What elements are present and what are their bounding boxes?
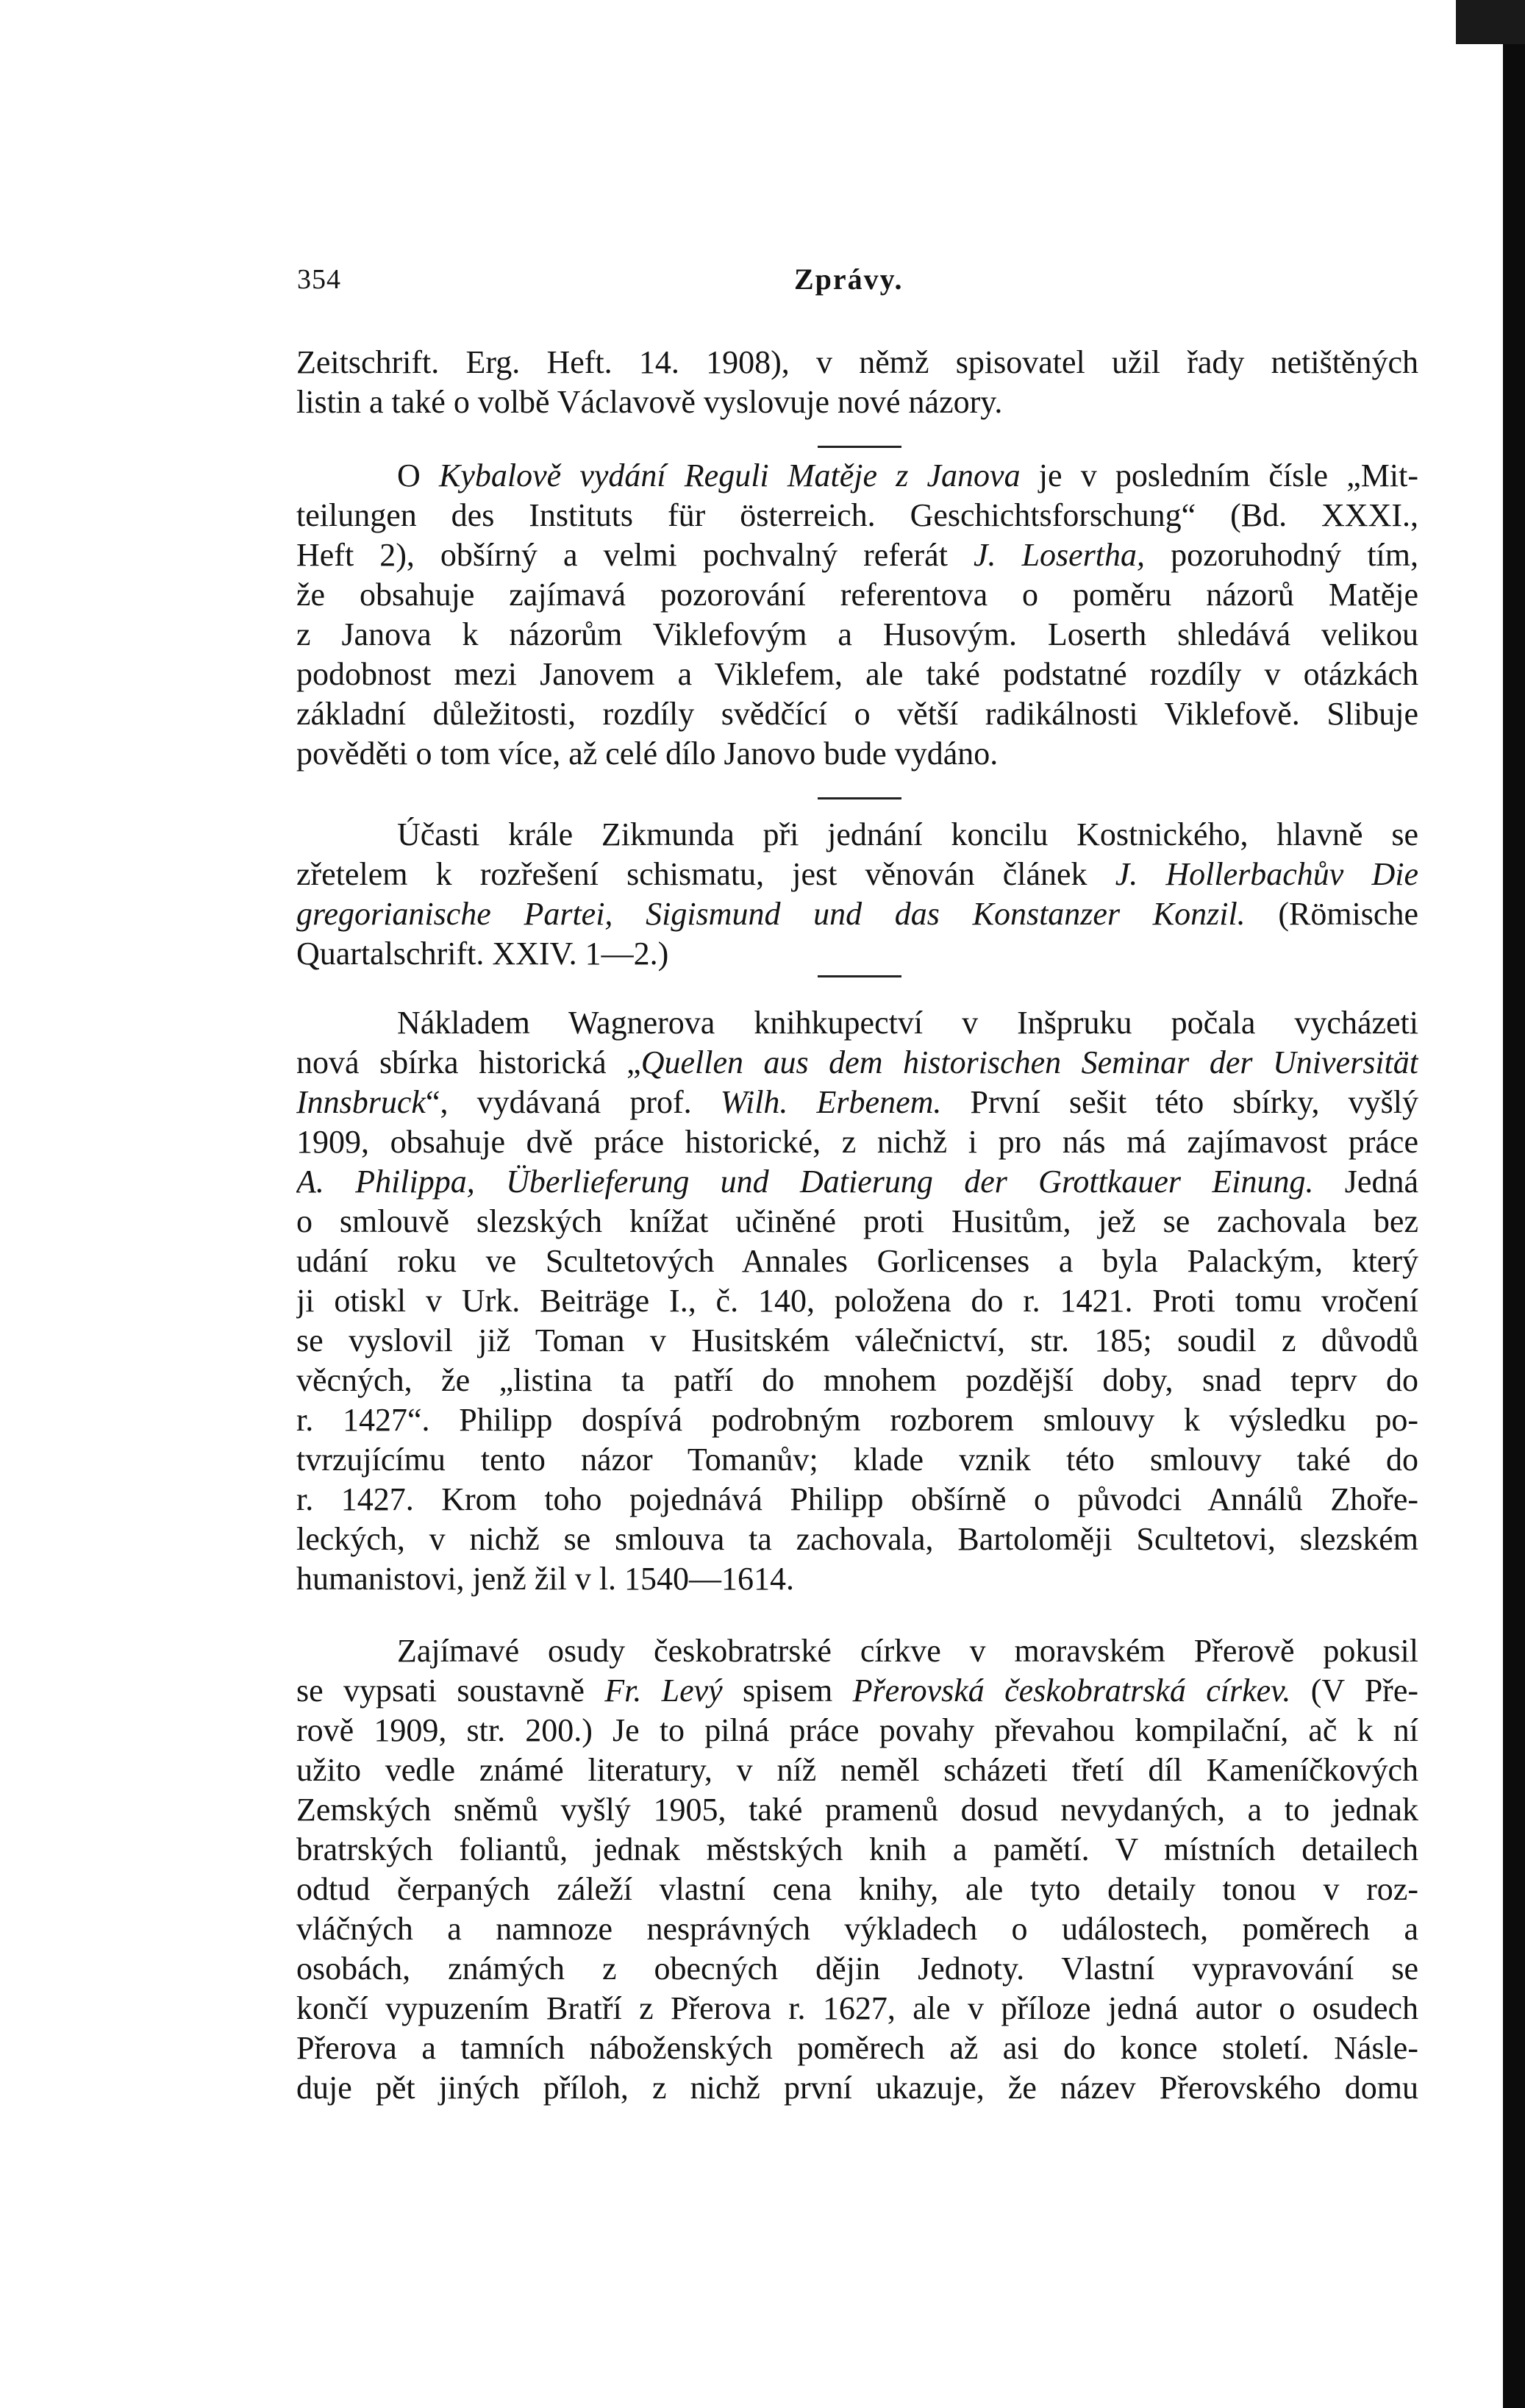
text-line (296, 496, 1418, 535)
text-line (296, 1083, 1418, 1122)
text-line (296, 1949, 1418, 1989)
text-line (296, 615, 1418, 655)
text-line (296, 1559, 1418, 1599)
text-segment: užito vedle známé literatury, v níž neměl scházeti třetí díl Kameníčkových (296, 1752, 1418, 1788)
text-segment: nová sbírka historická „ (296, 1044, 641, 1080)
text-segment: duje pět jiných příloh, z nichž první ukazuje, že název Přerovského domu (296, 2070, 1418, 2106)
text-line (296, 535, 1418, 575)
text-line (296, 1162, 1418, 1202)
text-segment: zřetelem k rozřešení schismatu, jest věnován článek (296, 856, 1115, 892)
italic-text: Wilh. Erbenem. (720, 1084, 942, 1120)
text-line (296, 1400, 1418, 1440)
text-segment: 1909, obsahuje dvě práce historické, z nichž i pro nás má zajímavost práce (296, 1124, 1418, 1160)
text-segment: r. 1427. Krom toho pojednává Philipp obšírně o původci Annálů Zhoře- (296, 1481, 1418, 1517)
italic-text: J. Hollerbachův Die (1115, 856, 1418, 892)
text-line (397, 1631, 1418, 1671)
text-line (296, 655, 1418, 694)
text-segment: se vypsati soustavně (296, 1673, 605, 1709)
text-segment: Účasti krále Zikmunda při jednání koncilu Kostnického, hlavně se (397, 816, 1418, 852)
text-segment: podobnost mezi Janovem a Viklefem, ale také podstatné rozdíly v otázkách (296, 656, 1418, 692)
text-segment: bratrských foliantů, jednak městských knih a pamětí. V místních detailech (296, 1831, 1418, 1867)
text-line (296, 894, 1418, 934)
text-line (296, 382, 1418, 422)
text-line (296, 1122, 1418, 1162)
text-line (296, 1520, 1418, 1559)
text-segment: osobách, známých z obecných dějin Jednoty. Vlastní vypravování se (296, 1951, 1418, 1987)
text-segment: spisem (722, 1673, 853, 1709)
text-segment: pověděti o tom více, až celé dílo Janovo bude vydáno. (296, 735, 999, 772)
section-divider (818, 975, 901, 977)
text-segment: rově 1909, str. 200.) Je to pilná práce povahy převahou kompilační, ač k ní (296, 1712, 1418, 1748)
text-line (296, 1321, 1418, 1361)
text-line (296, 1281, 1418, 1321)
text-segment: listin a také o volbě Václavově vyslovuje nové názory. (296, 384, 1003, 420)
text-line (296, 1909, 1418, 1949)
text-line (397, 1003, 1418, 1043)
page-number: 354 (297, 264, 341, 295)
text-segment: že obsahuje zajímavá pozorování referentova o poměru názorů Matěje (296, 577, 1418, 613)
text-segment: Přerova a tamních náboženských poměrech až asi do konce století. Násle- (296, 2030, 1418, 2066)
text-line (296, 1361, 1418, 1400)
text-segment: o smlouvě slezských knížat učiněné proti Husitům, jež se zachovala bez (296, 1203, 1418, 1239)
text-segment: udání roku ve Scultetových Annales Gorlicenses a byla Palackým, který (296, 1243, 1418, 1279)
text-line (397, 456, 1418, 496)
text-line (296, 734, 1418, 774)
text-line (296, 575, 1418, 615)
text-line (296, 1043, 1418, 1083)
text-segment: Nákladem Wagnerova knihkupectví v Inšpruku počala vycházeti (397, 1005, 1418, 1041)
text-line (296, 1830, 1418, 1870)
text-line (296, 934, 1418, 974)
text-segment: základní důležitosti, rozdíly svědčící o větší radikálnosti Viklefově. Slibuje (296, 696, 1418, 732)
text-segment: vláčných a namnoze nesprávných výkladech o událostech, poměrech a (296, 1911, 1418, 1947)
text-segment: leckých, v nichž se smlouva ta zachovala, Bartoloměji Scultetovi, slezském (296, 1521, 1418, 1557)
text-segment: pozoruhodný tím, (1145, 537, 1418, 573)
text-segment: ji otiskl v Urk. Beiträge I., č. 140, položena do r. 1421. Proti tomu vročení (296, 1283, 1418, 1319)
text-segment: humanistovi, jenž žil v l. 1540—1614. (296, 1561, 795, 1597)
text-segment: teilungen des Instituts für österreich. Geschichtsforschung“ (Bd. XXXI., (296, 497, 1418, 533)
text-segment: (V Pře- (1290, 1673, 1418, 1709)
text-segment: O (397, 457, 439, 494)
text-segment: r. 1427“. Philipp dospívá podrobným rozborem smlouvy k výsledku po- (296, 1402, 1418, 1438)
text-line (296, 1711, 1418, 1750)
section-divider (818, 446, 901, 448)
text-segment: Zajímavé osudy českobratrské církve v moravském Přerově pokusil (397, 1633, 1418, 1669)
text-segment: První sešit této sbírky, vyšlý (941, 1084, 1418, 1120)
text-segment: odtud čerpaných záleží vlastní cena knihy, ale tyto detaily tonou v roz- (296, 1871, 1418, 1907)
italic-text: Quellen aus dem historischen Seminar der Universität (640, 1044, 1418, 1080)
text-segment: z Janova k názorům Viklefovým a Husovým. Loserth shledává velikou (296, 616, 1418, 652)
text-segment: Jedná (1313, 1164, 1418, 1200)
text-segment: Zemských sněmů vyšlý 1905, také pramenů dosud nevydaných, a to jednak (296, 1792, 1418, 1828)
italic-text: gregorianische Partei, Sigismund und das Konstanzer Konzil. (296, 896, 1246, 932)
text-line (296, 1790, 1418, 1830)
text-segment: tvrzujícímu tento názor Tomanův; klade vznik této smlouvy také do (296, 1442, 1418, 1478)
text-segment: (Römische (1245, 896, 1418, 932)
scan-corner-shadow (1456, 0, 1525, 44)
text-segment: věcných, že „listina ta patří do mnohem pozdější doby, snad teprv do (296, 1362, 1418, 1398)
italic-text: J. Losertha, (973, 537, 1146, 573)
text-line (296, 1480, 1418, 1520)
italic-text: Innsbruck (296, 1084, 426, 1120)
text-line (296, 855, 1418, 894)
scan-edge-shadow (1503, 0, 1525, 2408)
text-line (296, 694, 1418, 734)
text-line (397, 815, 1418, 855)
text-segment: Heft 2), obšírný a velmi pochvalný referát (296, 537, 974, 573)
text-segment: Zeitschrift. Erg. Heft. 14. 1908), v němž spisovatel užil řady netištěných (296, 344, 1418, 380)
italic-text: Přerovská českobratrská církev. (852, 1673, 1291, 1709)
text-segment: “, vydávaná prof. (425, 1084, 721, 1120)
text-line (296, 1242, 1418, 1281)
text-line (296, 2028, 1418, 2068)
text-line (296, 1750, 1418, 1790)
text-segment: se vyslovil již Toman v Husitském válečnictví, str. 185; soudil z důvodů (296, 1322, 1418, 1358)
section-divider (818, 797, 901, 799)
text-line (296, 343, 1418, 382)
text-line (296, 1440, 1418, 1480)
text-line (296, 1989, 1418, 2028)
text-segment: Quartalschrift. XXIV. 1—2.) (296, 936, 669, 972)
text-line (296, 1202, 1418, 1242)
italic-text: A. Philippa, Überlieferung und Datierung der Grottkauer Einung. (296, 1164, 1314, 1200)
italic-text: Kybalově vydání Reguli Matěje z Janova (438, 457, 1021, 494)
running-head: Zprávy. (794, 263, 904, 296)
text-line (296, 1870, 1418, 1909)
text-segment: je v posledním čísle „Mit- (1020, 457, 1418, 494)
text-line (296, 1671, 1418, 1711)
text-segment: končí vypuzením Bratří z Přerova r. 1627, ale v příloze jedná autor o osudech (296, 1990, 1418, 2026)
italic-text: Fr. Levý (604, 1673, 723, 1709)
text-line (296, 2068, 1418, 2108)
